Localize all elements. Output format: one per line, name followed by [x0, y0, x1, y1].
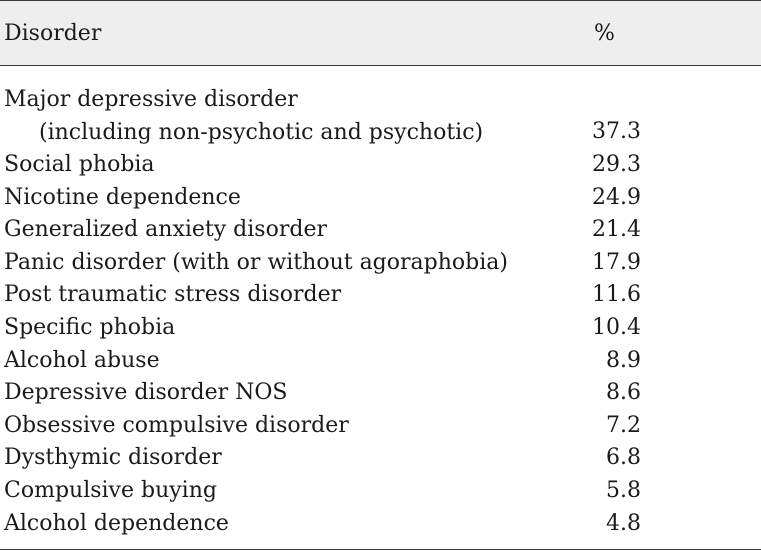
table-row [0, 508, 761, 541]
row-label-line2: (including non-psychotic and psychotic) [39, 119, 484, 145]
table-row [0, 345, 761, 378]
table-row [0, 214, 761, 247]
row-value: 17.9 [592, 249, 641, 275]
row-value: 11.6 [592, 282, 641, 308]
table-header [0, 0, 761, 66]
row-label: Depressive disorder NOS [4, 380, 288, 406]
row-value: 7.2 [606, 412, 641, 438]
row-value: 6.8 [606, 445, 641, 471]
table-row [0, 149, 761, 182]
table-row [0, 182, 761, 215]
row-value: 8.9 [606, 347, 641, 373]
table-row [0, 312, 761, 345]
row-label-line1: Major depressive disorder [4, 87, 298, 112]
row-label [4, 84, 483, 149]
table-row [0, 442, 761, 475]
row-value: 21.4 [592, 217, 641, 243]
row-label: Nicotine dependence [4, 184, 241, 210]
table-row [0, 84, 761, 149]
column-header-percent: % [594, 21, 615, 46]
table-row [0, 247, 761, 280]
row-label: Post traumatic stress disorder [4, 282, 342, 308]
row-value: 37.3 [592, 119, 641, 145]
row-label: Generalized anxiety disorder [4, 217, 327, 243]
row-label: Obsessive compulsive disorder [4, 412, 349, 438]
row-label: Panic disorder (with or without agoraphobia) [4, 249, 508, 275]
row-label: Specific phobia [4, 314, 176, 340]
table-bottom-rule [0, 549, 761, 550]
table-body [0, 84, 761, 540]
row-value: 29.3 [592, 152, 641, 177]
row-value: 10.4 [592, 314, 641, 340]
row-value: 24.9 [592, 184, 641, 210]
row-value: 5.8 [606, 477, 641, 503]
column-header-disorder: Disorder [4, 21, 102, 46]
table-row [0, 475, 761, 508]
row-label: Dysthymic disorder [4, 445, 222, 471]
row-label: Compulsive buying [4, 477, 217, 503]
row-label: Alcohol dependence [4, 510, 229, 536]
table-row [0, 377, 761, 410]
table-row [0, 410, 761, 443]
row-label: Social phobia [4, 152, 155, 177]
row-value: 8.6 [606, 380, 641, 406]
table-row [0, 279, 761, 312]
row-value: 4.8 [606, 510, 641, 536]
row-label: Alcohol abuse [4, 347, 160, 373]
